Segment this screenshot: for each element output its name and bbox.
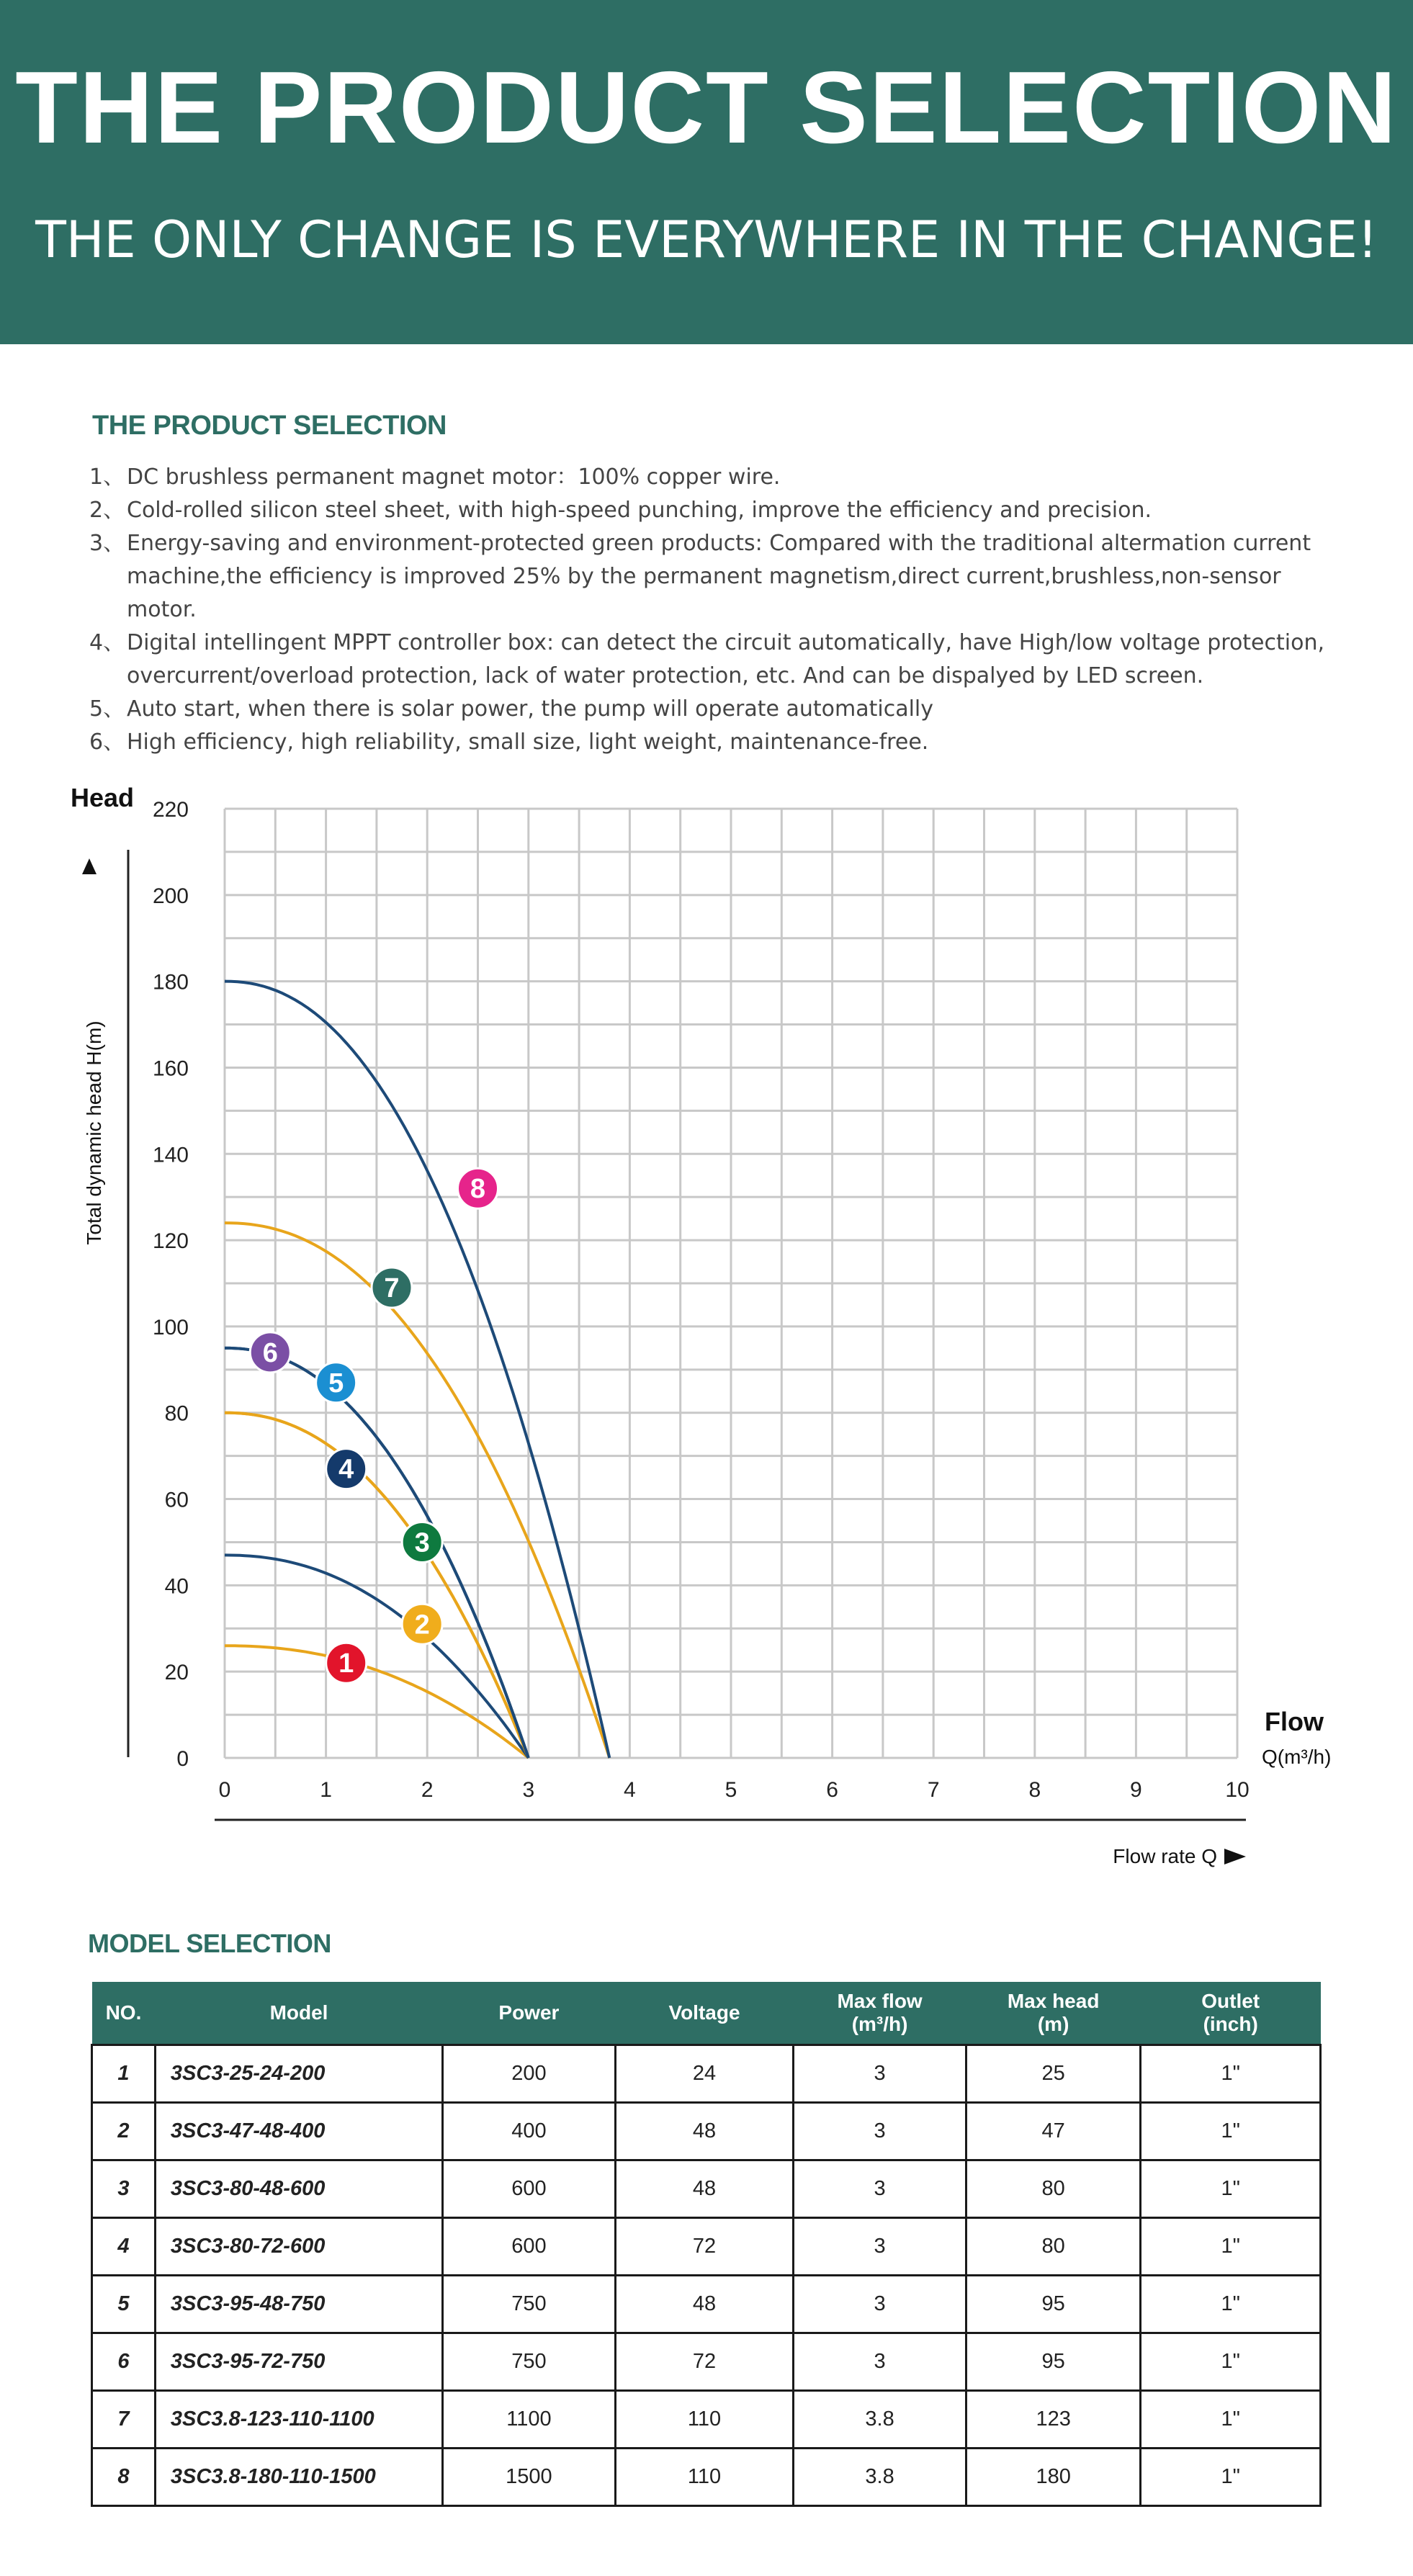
- series-badge-label: 3: [414, 1527, 430, 1558]
- x-tick-label: 4: [624, 1778, 636, 1802]
- y-tick-label: 140: [152, 1143, 189, 1167]
- table-cell: 72: [615, 2333, 794, 2391]
- feature-number: 5、: [89, 696, 125, 722]
- features-list: [89, 461, 1357, 759]
- feature-number: 2、: [89, 498, 125, 523]
- y-tick-label: 200: [152, 884, 189, 908]
- table-cell: 80: [966, 2218, 1141, 2276]
- table-header-row: [92, 1982, 1321, 2045]
- x-axis-title: Flow rate Q: [1113, 1845, 1217, 1867]
- table-cell: 95: [966, 2333, 1141, 2391]
- table-cell: 3.8: [794, 2449, 966, 2506]
- table-cell: 180: [966, 2449, 1141, 2506]
- model-table: [91, 1982, 1322, 2507]
- row-number: 5: [92, 2276, 156, 2333]
- table-row: [92, 2103, 1321, 2160]
- feature-number: 6、: [89, 730, 125, 755]
- table-cell: 123: [966, 2391, 1141, 2449]
- y-tick-label: 160: [152, 1056, 189, 1081]
- series-badge-label: 8: [470, 1174, 486, 1205]
- flow-label: Flow: [1265, 1707, 1324, 1736]
- feature-item: [89, 726, 1357, 759]
- feature-number: 1、: [89, 465, 125, 490]
- table-cell: 24: [615, 2045, 794, 2103]
- table-row: [92, 2449, 1321, 2506]
- table-cell: 80: [966, 2160, 1141, 2218]
- feature-item: [89, 494, 1357, 527]
- table-cell: 750: [443, 2333, 616, 2391]
- row-number: 6: [92, 2333, 156, 2391]
- feature-item: [89, 693, 1357, 726]
- banner-subtitle: THE ONLY CHANGE IS EVERYWHERE IN THE CHANGE!: [35, 210, 1378, 269]
- table-cell: 1": [1141, 2276, 1321, 2333]
- model-cell: 3SC3.8-123-110-1100: [155, 2391, 442, 2449]
- y-tick-label: 220: [152, 798, 189, 822]
- table-row: [92, 2276, 1321, 2333]
- performance-chart: [0, 778, 1413, 1901]
- table-cell: 47: [966, 2103, 1141, 2160]
- series-badge-label: 5: [328, 1368, 344, 1399]
- column-header: Voltage: [615, 1982, 794, 2045]
- y-tick-label: 80: [164, 1401, 189, 1426]
- table-cell: 95: [966, 2276, 1141, 2333]
- y-tick-label: 100: [152, 1315, 189, 1339]
- column-header: NO.: [92, 1982, 156, 2045]
- model-cell: 3SC3-95-48-750: [155, 2276, 442, 2333]
- series-badge-label: 1: [338, 1648, 354, 1679]
- row-number: 1: [92, 2045, 156, 2103]
- table-cell: 600: [443, 2218, 616, 2276]
- table-cell: 3: [794, 2103, 966, 2160]
- feature-text: Auto start, when there is solar power, the pump will operate automatically: [127, 696, 934, 722]
- column-header: Max flow (m³/h): [794, 1982, 966, 2045]
- table-cell: 1": [1141, 2333, 1321, 2391]
- feature-text: DC brushless permanent magnet motor：100% copper wire.: [127, 465, 781, 490]
- row-number: 8: [92, 2449, 156, 2506]
- table-cell: 1100: [443, 2391, 616, 2449]
- y-tick-label: 120: [152, 1229, 189, 1254]
- table-cell: 3: [794, 2045, 966, 2103]
- x-tick-label: 1: [320, 1778, 332, 1802]
- table-cell: 3: [794, 2218, 966, 2276]
- model-cell: 3SC3-80-48-600: [155, 2160, 442, 2218]
- feature-text: Energy-saving and environment-protected green products: Compared with the traditional altermation current machine,the efficiency is improved 25% by the permanent magnetism,direct current,brushless,non-sensor motor.: [127, 531, 1311, 622]
- banner-title: THE PRODUCT SELECTION: [15, 50, 1398, 165]
- y-tick-label: 180: [152, 970, 189, 995]
- series-badge-label: 7: [384, 1273, 400, 1303]
- feature-number: 4、: [89, 630, 125, 655]
- table-row: [92, 2218, 1321, 2276]
- y-axis-title: Total dynamic head H(m): [83, 1020, 105, 1245]
- x-tick-label: 8: [1028, 1778, 1041, 1802]
- table-row: [92, 2333, 1321, 2391]
- model-cell: 3SC3.8-180-110-1500: [155, 2449, 442, 2506]
- x-tick-label: 0: [218, 1778, 231, 1802]
- header-banner: [0, 0, 1413, 344]
- table-row: [92, 2391, 1321, 2449]
- x-tick-label: 2: [421, 1778, 434, 1802]
- table-cell: 200: [443, 2045, 616, 2103]
- feature-item: [89, 461, 1357, 494]
- table-cell: 1500: [443, 2449, 616, 2506]
- table-cell: 3: [794, 2276, 966, 2333]
- x-tick-label: 5: [725, 1778, 737, 1802]
- column-header: Outlet (inch): [1141, 1982, 1321, 2045]
- table-cell: 48: [615, 2103, 794, 2160]
- table-row: [92, 2045, 1321, 2103]
- column-header: Max head (m): [966, 1982, 1141, 2045]
- table-cell: 1": [1141, 2160, 1321, 2218]
- table-cell: 1": [1141, 2103, 1321, 2160]
- row-number: 3: [92, 2160, 156, 2218]
- x-tick-label: 6: [826, 1778, 838, 1802]
- table-cell: 750: [443, 2276, 616, 2333]
- curve-series-7: [225, 1223, 609, 1758]
- table-cell: 1": [1141, 2391, 1321, 2449]
- table-cell: 1": [1141, 2218, 1321, 2276]
- head-label: Head: [71, 783, 135, 812]
- table-cell: 72: [615, 2218, 794, 2276]
- y-tick-label: 40: [164, 1574, 189, 1599]
- column-header: Model: [155, 1982, 442, 2045]
- table-row: [92, 2160, 1321, 2218]
- table-cell: 48: [615, 2276, 794, 2333]
- x-tick-label: 7: [927, 1778, 940, 1802]
- table-cell: 400: [443, 2103, 616, 2160]
- y-axis-arrow-icon: [82, 858, 97, 874]
- series-badge-label: 4: [338, 1454, 354, 1485]
- row-number: 4: [92, 2218, 156, 2276]
- table-cell: 25: [966, 2045, 1141, 2103]
- table-body: [92, 2045, 1321, 2506]
- y-tick-label: 20: [164, 1661, 189, 1685]
- model-cell: 3SC3-47-48-400: [155, 2103, 442, 2160]
- feature-number: 3、: [89, 531, 125, 556]
- model-selection-heading: MODEL SELECTION: [88, 1929, 331, 1958]
- model-cell: 3SC3-80-72-600: [155, 2218, 442, 2276]
- x-tick-label: 10: [1225, 1778, 1250, 1802]
- row-number: 2: [92, 2103, 156, 2160]
- table-cell: 600: [443, 2160, 616, 2218]
- table-cell: 3.8: [794, 2391, 966, 2449]
- flow-unit-label: Q(m³/h): [1262, 1746, 1332, 1768]
- feature-item: [89, 627, 1357, 693]
- column-header: Power: [443, 1982, 616, 2045]
- row-number: 7: [92, 2391, 156, 2449]
- feature-text: Cold-rolled silicon steel sheet, with high-speed punching, improve the efficiency and precision.: [127, 498, 1152, 523]
- table-cell: 110: [615, 2449, 794, 2506]
- features-heading: THE PRODUCT SELECTION: [92, 410, 447, 441]
- model-cell: 3SC3-95-72-750: [155, 2333, 442, 2391]
- series-badge-label: 6: [262, 1337, 278, 1368]
- y-tick-label: 60: [164, 1488, 189, 1512]
- feature-text: Digital intellingent MPPT controller box: can detect the circuit automatically, have High/low voltage protection, overcurrent/overload protection, lack of water protection, etc. And can be dispalyed by LED screen.: [127, 630, 1325, 688]
- table-cell: 3: [794, 2160, 966, 2218]
- series-badge-label: 2: [414, 1610, 430, 1641]
- table-cell: 1": [1141, 2449, 1321, 2506]
- table-cell: 1": [1141, 2045, 1321, 2103]
- x-tick-label: 3: [522, 1778, 535, 1802]
- x-axis-arrow-icon: [1224, 1849, 1246, 1864]
- y-tick-label: 0: [176, 1747, 189, 1771]
- feature-item: [89, 527, 1357, 627]
- model-cell: 3SC3-25-24-200: [155, 2045, 442, 2103]
- table-cell: 48: [615, 2160, 794, 2218]
- table-cell: 110: [615, 2391, 794, 2449]
- table-cell: 3: [794, 2333, 966, 2391]
- feature-text: High efficiency, high reliability, small size, light weight, maintenance-free.: [127, 730, 929, 755]
- x-tick-label: 9: [1130, 1778, 1142, 1802]
